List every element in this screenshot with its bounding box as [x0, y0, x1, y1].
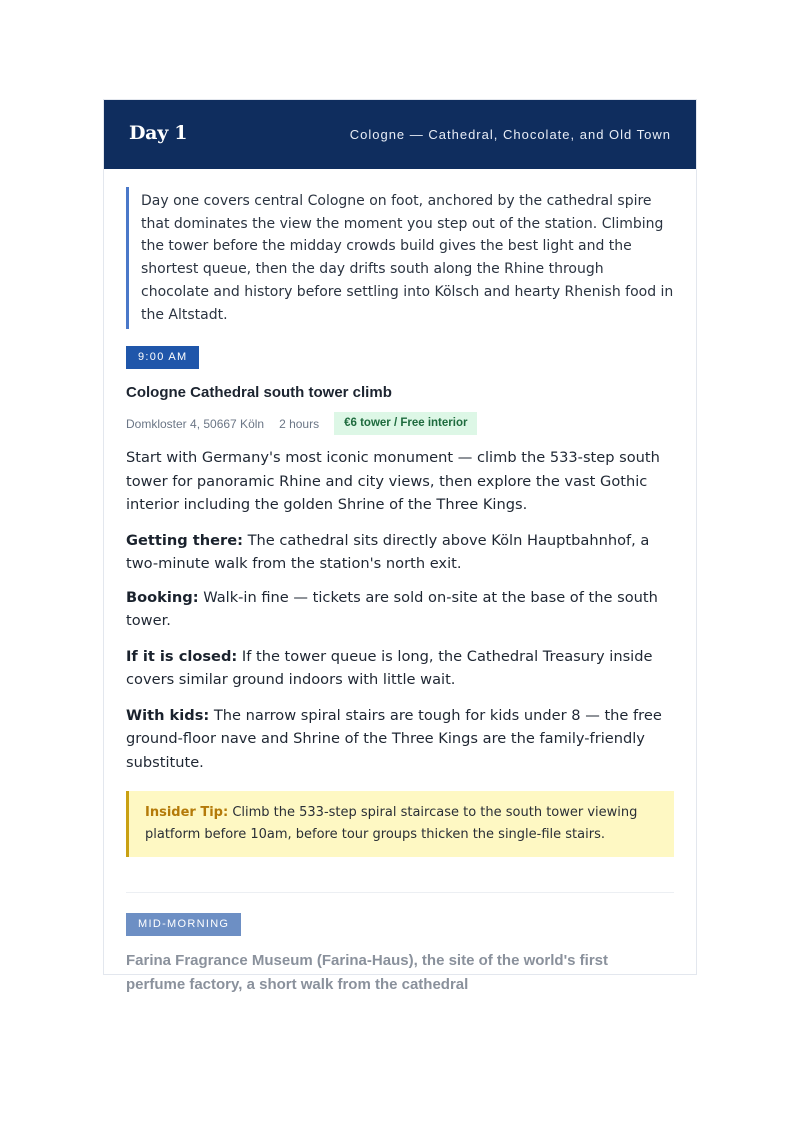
detail-text: The narrow spiral stairs are tough for kids under 8 — the free ground-floor nave and Shrine of the Three Kings are the family-friendly substitute.: [126, 706, 662, 771]
day-header: [104, 100, 696, 169]
detail-getting-there: [126, 529, 674, 576]
divider: [126, 892, 674, 893]
tip-label: Insider Tip:: [145, 805, 229, 821]
activity-description: Start with Germany's most iconic monument — climb the 533-step south tower for panoramic Rhine and city views, then explore the vast Gothic interior including the golden Shrine of the Three Kings.: [126, 449, 660, 514]
detail-closed: [126, 645, 674, 692]
detail-kids: [126, 704, 674, 775]
time-badge: 9:00 AM: [126, 346, 199, 369]
detail-label: Booking:: [126, 588, 199, 606]
activity-meta: [126, 412, 674, 435]
insider-tip: [126, 791, 674, 857]
activity-duration: 2 hours: [279, 416, 320, 431]
detail-text: The cathedral sits directly above Köln Hauptbahnhof, a two-minute walk from the station's north exit.: [126, 531, 650, 573]
detail-label: If it is closed:: [126, 647, 238, 665]
time-badge-next: MID-MORNING: [126, 913, 241, 936]
day-intro: Day one covers central Cologne on foot, anchored by the cathedral spire that dominates the view the moment you step out of the station. Climbing the tower before the midday crowds build gives the best light and the shortest queue, then the day drifts south along the Rhine through chocolate and history before settling into Kölsch and hearty Rhenish food in the Altstadt.: [126, 187, 674, 329]
detail-label: With kids:: [126, 706, 210, 724]
detail-text: If the tower queue is long, the Cathedral Treasury inside covers similar ground indoors with little wait.: [126, 647, 653, 689]
next-activity-title: Farina Fragrance Museum (Farina-Haus), the site of the world's first perfume factory, a short walk from the cathedral: [126, 952, 608, 994]
detail-label: Getting there:: [126, 531, 243, 549]
tip-text: Climb the 533-step spiral staircase to the south tower viewing platform before 10am, before tour groups thicken the single-file stairs.: [145, 805, 638, 842]
day-card: [103, 99, 697, 994]
detail-booking: [126, 586, 674, 633]
price-badge: €6 tower / Free interior: [334, 412, 477, 435]
day-title: Day 1: [129, 122, 188, 144]
day-body: [104, 187, 696, 997]
activity-address: Domkloster 4, 50667 Köln: [126, 416, 265, 431]
day-subtitle: Cologne — Cathedral, Chocolate, and Old Town: [349, 127, 671, 142]
detail-text: Walk-in fine — tickets are sold on-site at the base of the south tower.: [126, 588, 658, 630]
activity-title: Cologne Cathedral south tower climb: [126, 384, 392, 402]
